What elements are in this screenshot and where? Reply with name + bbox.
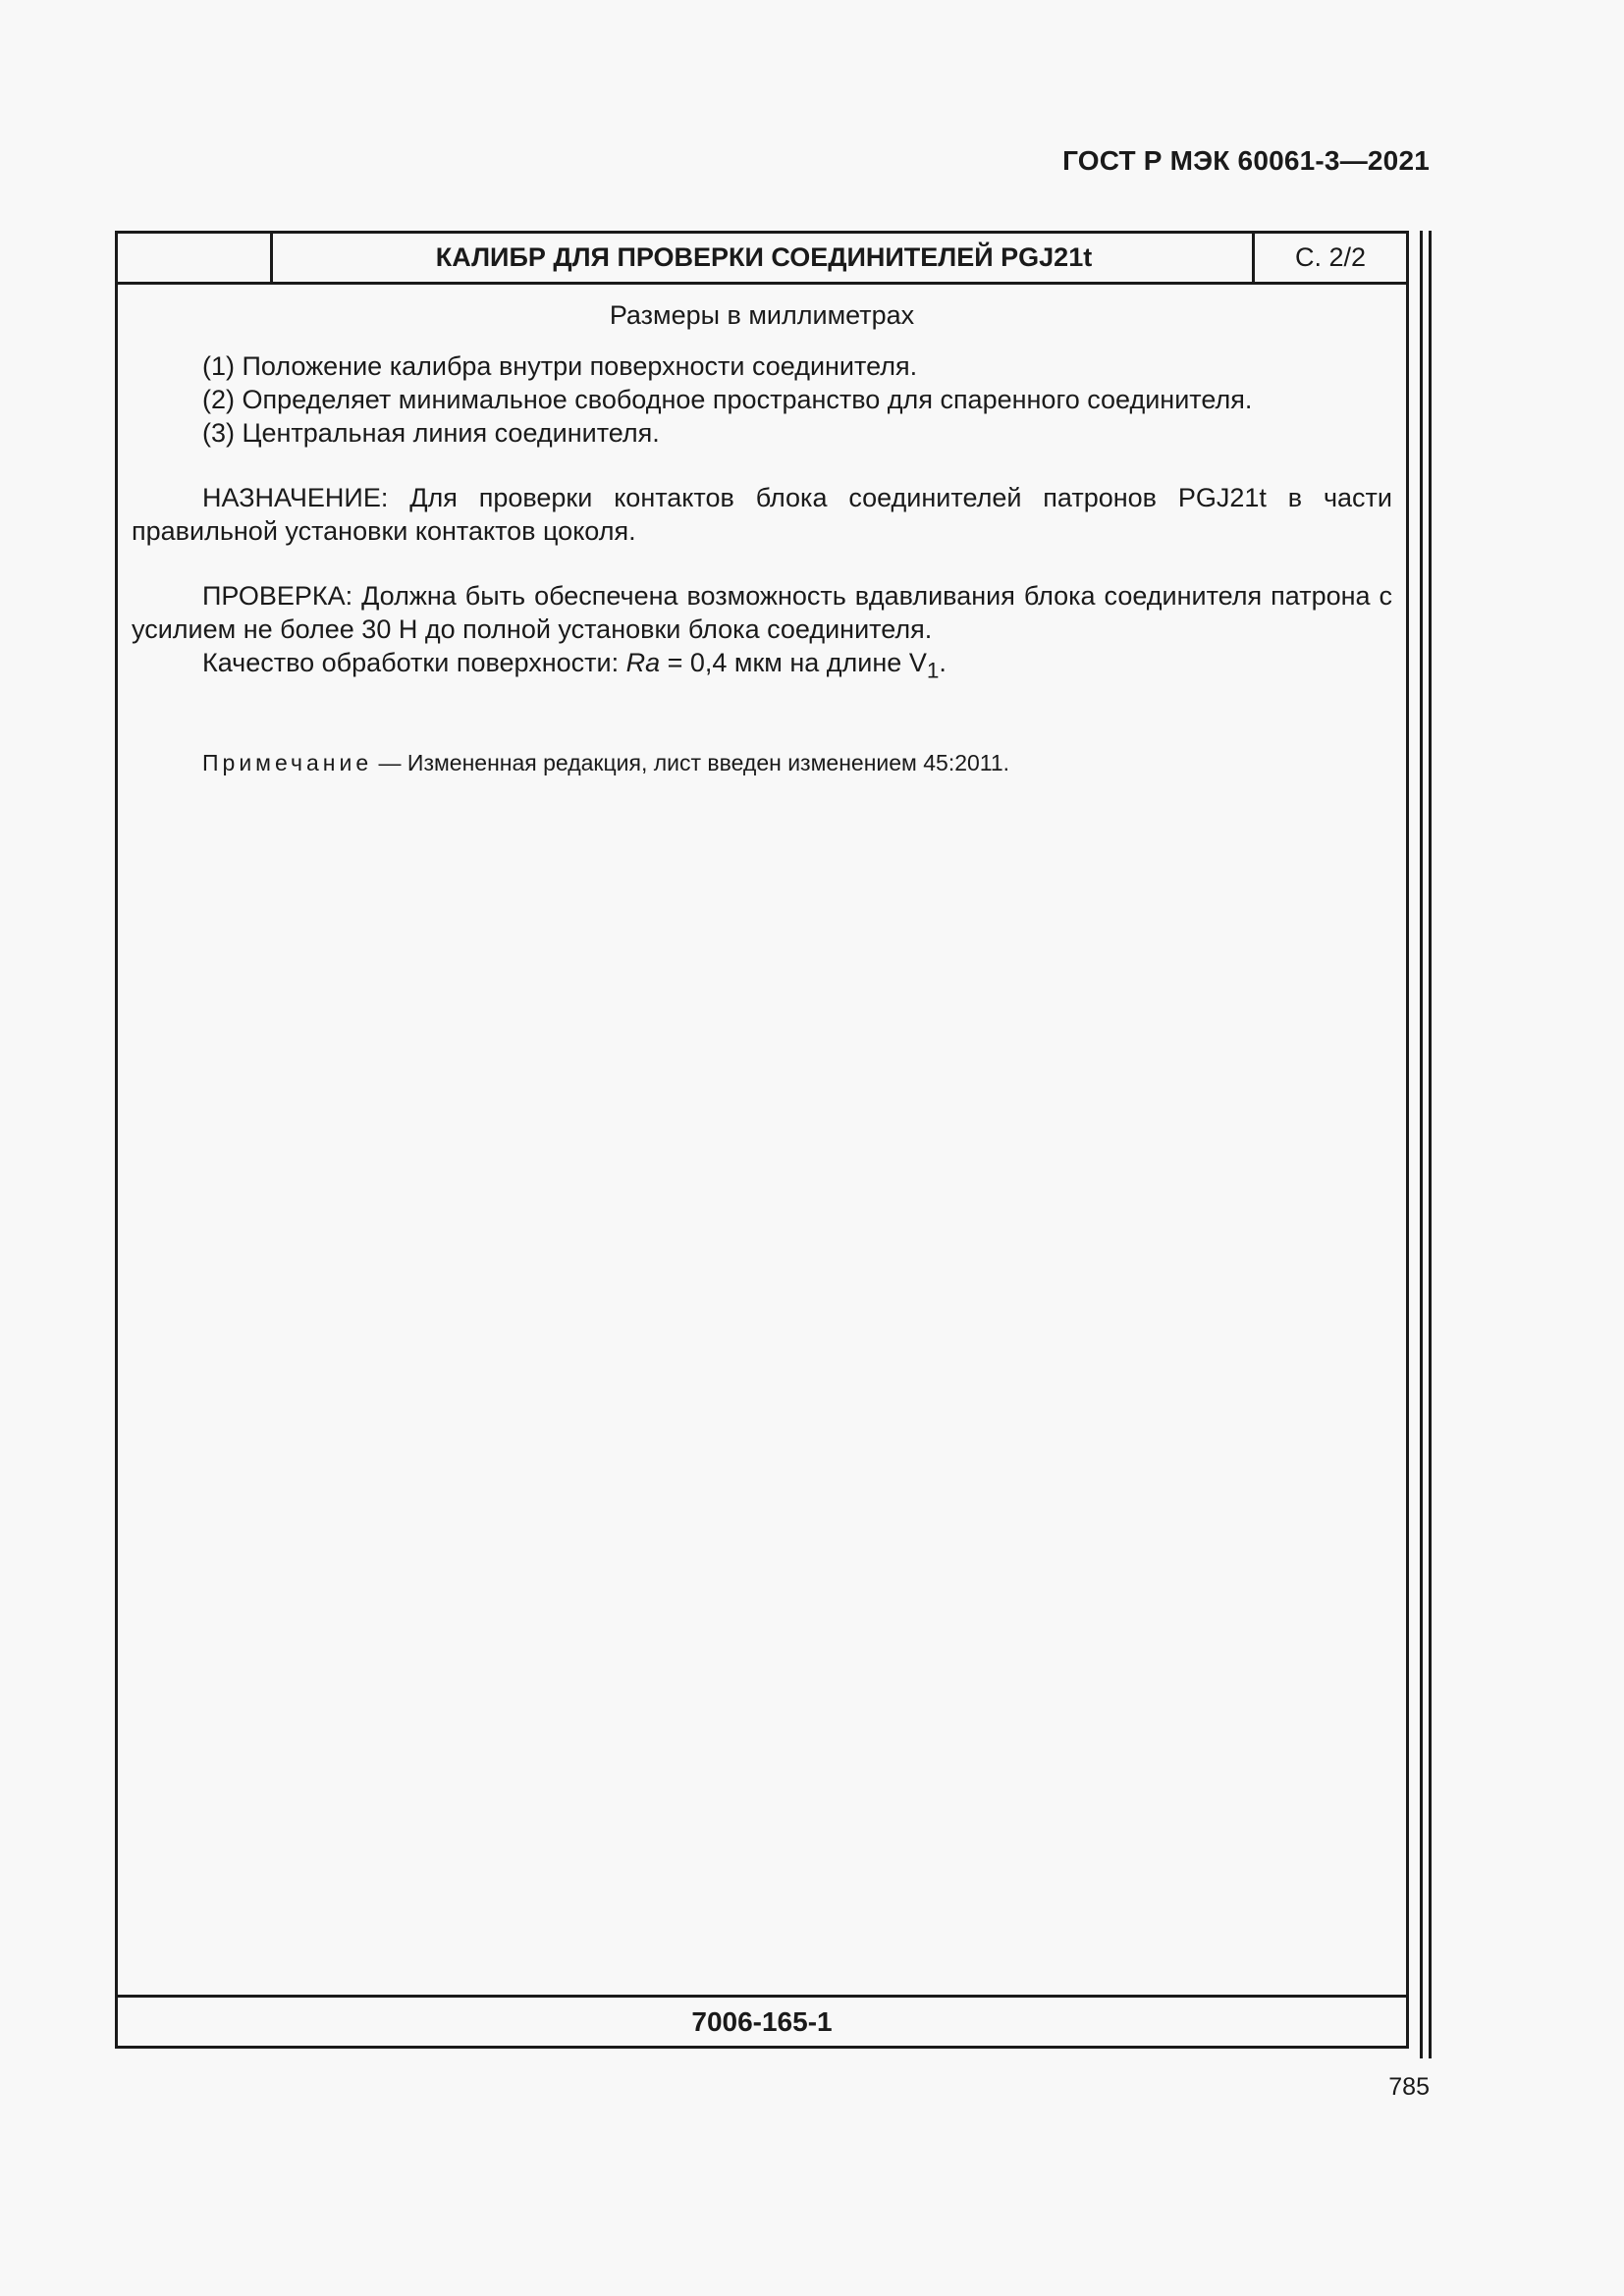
length-subscript: 1 [926, 658, 940, 683]
roughness-symbol: Ra [625, 648, 661, 677]
note [132, 746, 1392, 779]
check-paragraph: ПРОВЕРКА: Должна быть обеспечена возможность вдавливания блока соединителя патрона с усилием не более 30 Н до полной установки блока соединителя. [132, 581, 1392, 644]
sheet-footer-code: 7006-165-1 [118, 1995, 1406, 2046]
surface-suffix: . [939, 648, 947, 677]
surface-value: = 0,4 мкм на длине V [660, 648, 927, 677]
page-number: 785 [1388, 2073, 1430, 2101]
units-note: Размеры в миллиметрах [609, 300, 915, 330]
margin-rule-line [1429, 231, 1432, 2058]
note-label: Примечание [202, 750, 373, 776]
gauge-sheet [115, 231, 1409, 2049]
legend-item: (1) Положение калибра внутри поверхности соединителя. [202, 351, 918, 381]
document-code: ГОСТ Р МЭК 60061-3—2021 [1062, 145, 1430, 176]
sheet-page-indicator: С. 2/2 [1252, 234, 1406, 282]
legend-item: (2) Определяет минимальное свободное пространство для спаренного соединителя. [202, 385, 1253, 414]
sheet-content [118, 285, 1406, 779]
sheet-title: КАЛИБР ДЛЯ ПРОВЕРКИ СОЕДИНИТЕЛЕЙ PGJ21t [435, 242, 1093, 272]
surface-prefix: Качество обработки поверхности: [202, 648, 626, 677]
sheet-header [118, 234, 1406, 285]
legend-item: (3) Центральная линия соединителя. [202, 418, 660, 448]
header-empty-cell [118, 234, 273, 282]
purpose-paragraph: НАЗНАЧЕНИЕ: Для проверки контактов блока соединителей патронов PGJ21t в части правильной установки контактов цоколя. [132, 483, 1392, 546]
margin-rule-line [1420, 231, 1423, 2058]
note-text: — Измененная редакция, лист введен изменением 45:2011. [372, 750, 1010, 776]
surface-quality-paragraph [132, 646, 1392, 687]
legend-list [132, 349, 1392, 450]
